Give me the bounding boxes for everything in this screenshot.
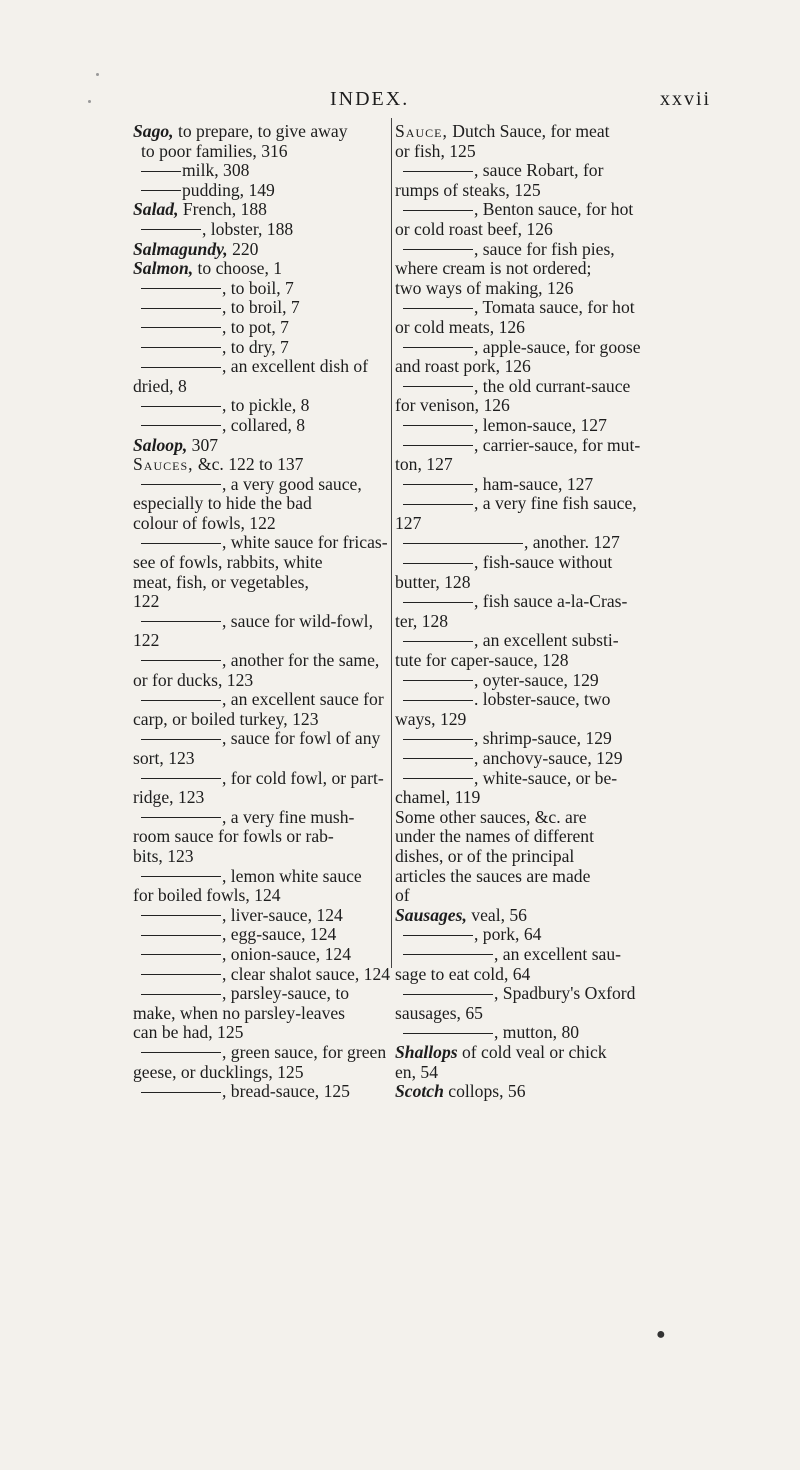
index-entry-line	[395, 455, 660, 475]
ditto-dash	[141, 367, 221, 368]
entry-text: , onion-sauce, 124	[222, 943, 351, 964]
entry-text: , to boil, 7	[222, 277, 294, 298]
entry-text: , lemon-sauce, 127	[474, 414, 607, 435]
index-entry-line	[395, 475, 660, 495]
ditto-dash	[403, 641, 473, 642]
index-entry-line	[395, 122, 660, 142]
entry-text: 127	[395, 512, 422, 533]
paper-speck	[88, 100, 91, 103]
entry-text: to choose, 1	[193, 258, 283, 279]
entry-text: , fish-sauce without	[474, 552, 613, 573]
entry-text: , Benton sauce, for hot	[474, 199, 634, 220]
ditto-dash	[403, 935, 473, 936]
index-entry-line	[395, 161, 660, 181]
index-entry-line	[133, 220, 383, 240]
index-entry-line	[395, 181, 660, 201]
right-column	[395, 122, 660, 1102]
index-entry-line	[395, 847, 660, 867]
index-entry-line	[395, 298, 660, 318]
entry-text: , anchovy-sauce, 129	[474, 748, 623, 768]
index-entry-line	[133, 886, 383, 906]
index-entry-line	[133, 455, 383, 475]
index-entry-line	[395, 396, 660, 416]
entry-text: , a very fine mush-	[222, 806, 355, 827]
ditto-dash	[141, 171, 181, 172]
entry-text: or for ducks, 123	[133, 669, 254, 690]
ink-blot: ●	[656, 1326, 666, 1343]
ditto-dash	[141, 543, 221, 544]
column-divider	[391, 118, 392, 968]
page-number: xxvii	[660, 88, 712, 110]
index-entry-line	[395, 690, 660, 710]
index-entry-line	[395, 906, 660, 926]
index-entry-line	[395, 553, 660, 573]
entry-headword: Salmon,	[133, 258, 194, 279]
index-entry-line	[395, 867, 660, 887]
index-entry-line	[395, 142, 660, 162]
index-entry-line	[133, 494, 383, 514]
ditto-dash	[141, 406, 221, 407]
index-entry-line	[395, 631, 660, 651]
index-entry-line	[133, 181, 383, 201]
entry-text: see of fowls, rabbits, white	[133, 552, 323, 573]
index-entry-line	[133, 240, 383, 260]
index-entry-line	[395, 788, 660, 808]
entry-text: 220	[227, 238, 259, 259]
ditto-dash	[141, 954, 221, 955]
index-entry-line	[133, 612, 383, 632]
entry-text: articles the sauces are made	[395, 865, 591, 886]
entry-text: , fish sauce a-la-Cras-	[474, 591, 628, 612]
index-entry-line	[133, 945, 383, 965]
index-entry-line	[133, 259, 383, 279]
ditto-dash	[141, 1052, 221, 1053]
index-entry-line	[133, 357, 383, 377]
index-entry-line	[133, 925, 383, 945]
entry-text: pudding, 149	[182, 179, 275, 200]
entry-text: &c. 122 to 137	[193, 454, 304, 475]
index-entry-line	[395, 514, 660, 534]
index-entry-line	[395, 769, 660, 789]
entry-text: , egg-sauce, 124	[222, 924, 337, 945]
ditto-dash	[403, 347, 473, 348]
ditto-dash	[141, 935, 221, 936]
left-column	[133, 121, 391, 1102]
entry-text: , shrimp-sauce, 129	[474, 728, 612, 749]
entry-text: sort, 123	[133, 748, 195, 768]
entry-text: to poor families, 316	[141, 140, 288, 161]
entry-text: dishes, or of the principal	[395, 845, 575, 866]
ditto-dash	[403, 445, 473, 446]
ditto-dash	[403, 210, 473, 211]
entry-text: 122	[133, 630, 160, 651]
entry-text: especially to hide the bad	[133, 493, 312, 514]
entry-text: Dutch Sauce, for meat	[447, 121, 610, 141]
entry-text: , oyter-sauce, 129	[474, 669, 599, 690]
entry-text: ways, 129	[395, 708, 467, 729]
ditto-dash	[403, 602, 473, 603]
entry-text: , to dry, 7	[222, 336, 289, 357]
entry-text: , another. 127	[524, 532, 620, 553]
entry-text: , to pickle, 8	[222, 395, 310, 416]
entry-text: , an excellent sauce for	[222, 689, 384, 710]
ditto-dash	[403, 739, 473, 740]
index-entry-line	[395, 436, 660, 456]
index-entry-line	[133, 279, 383, 299]
index-entry-line	[133, 749, 383, 769]
index-entry-line	[133, 906, 383, 926]
index-entry-line	[133, 200, 383, 220]
entry-text: , white sauce for fricas-	[222, 532, 388, 553]
entry-headword: Sago,	[133, 121, 174, 141]
entry-text: , liver-sauce, 124	[222, 904, 343, 925]
entry-text: , another for the same,	[222, 650, 380, 671]
entry-text: of cold veal or chick	[457, 1041, 607, 1062]
ditto-dash	[403, 563, 473, 564]
index-entry-line	[395, 729, 660, 749]
entry-text: Some other sauces, &c. are	[395, 806, 587, 827]
entry-text: sausages, 65	[395, 1002, 483, 1023]
entry-text: or fish, 125	[395, 140, 476, 161]
entry-text: , green sauce, for green	[222, 1041, 387, 1062]
index-entry-line	[395, 984, 660, 1004]
ditto-dash	[403, 778, 473, 779]
entry-text: collops, 56	[443, 1081, 526, 1102]
ditto-dash	[141, 1092, 221, 1093]
ditto-dash	[403, 386, 473, 387]
entry-headword: Sauces,	[133, 454, 194, 475]
ditto-dash	[403, 680, 473, 681]
index-entry-line	[395, 945, 660, 965]
ditto-dash	[141, 190, 181, 191]
ditto-dash	[141, 817, 221, 818]
ditto-dash	[141, 484, 221, 485]
entry-text: , parsley-sauce, to	[222, 983, 350, 1004]
ditto-dash	[141, 327, 221, 328]
page-header	[0, 88, 800, 118]
ditto-dash	[403, 484, 473, 485]
index-entry-line	[133, 963, 391, 985]
entry-text: en, 54	[395, 1061, 438, 1082]
entry-text: colour of fowls, 122	[133, 512, 276, 533]
entry-text: , ham-sauce, 127	[474, 473, 594, 494]
index-entry-line	[133, 436, 383, 456]
index-entry-line	[133, 532, 388, 553]
index-entry-line	[395, 749, 660, 769]
entry-headword: Shallops	[395, 1041, 458, 1062]
index-entry-line	[395, 357, 660, 377]
entry-text: , carrier-sauce, for mut-	[474, 434, 641, 455]
index-entry-line	[133, 573, 383, 593]
entry-text: , sauce for fish pies,	[474, 238, 615, 259]
entry-text: , an excellent sau-	[494, 943, 622, 964]
ditto-dash	[403, 543, 523, 544]
index-entry-line	[133, 671, 383, 691]
entry-text: carp, or boiled turkey, 123	[133, 708, 319, 729]
entry-text: , bread-sauce, 125	[222, 1081, 350, 1102]
entry-headword: Salmagundy,	[133, 238, 228, 259]
ditto-dash	[141, 425, 221, 426]
ditto-dash	[141, 288, 221, 289]
index-entry-line	[133, 338, 383, 358]
index-entry-line	[133, 592, 383, 612]
index-entry-line	[133, 298, 383, 318]
entry-text: , to pot, 7	[222, 316, 289, 337]
entry-text: or cold roast beef, 126	[395, 218, 553, 239]
ditto-dash	[141, 700, 221, 701]
ditto-dash	[141, 621, 221, 622]
index-entry-line	[133, 827, 383, 847]
ditto-dash	[141, 876, 221, 877]
ditto-dash	[141, 994, 221, 995]
index-entry-line	[395, 318, 660, 338]
entry-text: , pork, 64	[474, 924, 542, 945]
index-entry-line	[395, 240, 660, 260]
index-entry-line	[395, 925, 660, 945]
index-entry-line	[395, 1063, 660, 1083]
index-entry-line	[133, 729, 383, 749]
ditto-dash	[403, 504, 473, 505]
index-entry-line	[133, 1023, 383, 1043]
entry-text: room sauce for fowls or rab-	[133, 826, 334, 847]
entry-text: 307	[187, 434, 219, 455]
index-entry-line	[133, 808, 383, 828]
index-entry-line	[133, 631, 383, 651]
entry-text: meat, fish, or vegetables,	[133, 571, 309, 592]
entry-text: , apple-sauce, for goose	[474, 336, 641, 357]
index-entry-line	[133, 475, 383, 495]
ditto-dash	[141, 915, 221, 916]
entry-text: , sauce for wild-fowl,	[222, 610, 373, 631]
ditto-dash	[141, 739, 221, 740]
index-entry-line	[395, 279, 660, 299]
entry-text: rumps of steaks, 125	[395, 179, 541, 200]
index-entry-line	[395, 220, 660, 240]
ditto-dash	[403, 171, 473, 172]
entry-text: make, when no parsley-leaves	[133, 1002, 346, 1023]
index-entry-line	[395, 1043, 660, 1063]
entry-text: . lobster-sauce, two	[474, 689, 611, 710]
ditto-dash	[141, 778, 221, 779]
entry-text: dried, 8	[133, 375, 187, 396]
ditto-dash	[403, 308, 473, 309]
entry-text: French, 188	[178, 199, 267, 220]
entry-text: 122	[133, 591, 160, 612]
ditto-dash	[141, 308, 221, 309]
index-entry-line	[395, 573, 660, 593]
entry-text: sage to eat cold, 64	[395, 963, 531, 984]
index-entry-line	[395, 494, 660, 514]
index-entry-line	[133, 984, 383, 1004]
index-entry-line	[395, 200, 660, 220]
entry-headword: Sauce,	[395, 121, 448, 141]
entry-text: can be had, 125	[133, 1022, 244, 1043]
index-entry-line	[395, 1082, 660, 1102]
entry-text: , to broil, 7	[222, 297, 300, 318]
entry-text: , Spadbury's Oxford	[494, 983, 636, 1004]
entry-text: ridge, 123	[133, 787, 205, 808]
index-entry-line	[395, 416, 660, 436]
index-entry-line	[133, 396, 383, 416]
entry-text: , white-sauce, or be-	[474, 767, 618, 788]
entry-text: , mutton, 80	[494, 1022, 580, 1043]
index-entry-line	[133, 142, 383, 162]
index-entry-line	[395, 377, 660, 397]
index-entry-line	[133, 651, 383, 671]
index-entry-line	[133, 690, 383, 710]
entry-text: , Tomata sauce, for hot	[474, 297, 635, 318]
entry-text: veal, 56	[466, 904, 527, 925]
entry-headword: Saloop,	[133, 434, 188, 455]
index-entry-line	[395, 533, 660, 553]
index-entry-line	[133, 867, 383, 887]
entry-text: under the names of different	[395, 826, 594, 847]
entry-text: , a very good sauce,	[222, 473, 362, 494]
index-entry-line	[395, 827, 660, 847]
index-entry-line	[395, 886, 660, 906]
entry-text: , lemon white sauce	[222, 865, 362, 886]
index-entry-line	[395, 612, 660, 632]
entry-text: two ways of making, 126	[395, 277, 574, 298]
entry-text: ton, 127	[395, 454, 453, 475]
ditto-dash	[403, 425, 473, 426]
index-entry-line	[133, 710, 383, 730]
entry-text: or cold meats, 126	[395, 316, 525, 337]
entry-text: where cream is not ordered;	[395, 258, 592, 279]
index-entry-line	[133, 377, 383, 397]
entry-text: chamel, 119	[395, 787, 481, 808]
index-entry-line	[133, 1004, 383, 1024]
index-entry-line	[395, 651, 660, 671]
entry-text: to prepare, to give away	[173, 121, 348, 141]
entry-text: tute for caper-sauce, 128	[395, 650, 569, 671]
index-entry-line	[395, 1004, 660, 1024]
ditto-dash	[403, 954, 493, 955]
ditto-dash	[403, 700, 473, 701]
ditto-dash	[403, 249, 473, 250]
index-entry-line	[395, 592, 660, 612]
entry-text: for venison, 126	[395, 395, 510, 416]
index-entry-line	[133, 1082, 383, 1102]
entry-headword: Sausages,	[395, 904, 467, 925]
entry-text: , lobster, 188	[202, 218, 294, 239]
entry-text: , an excellent substi-	[474, 630, 619, 651]
ditto-dash	[403, 994, 493, 995]
paper-speck	[96, 73, 99, 76]
entry-text: and roast pork, 126	[395, 356, 531, 377]
entry-headword: Scotch	[395, 1081, 444, 1102]
index-entry-line	[133, 318, 383, 338]
entry-text: ter, 128	[395, 610, 449, 631]
entry-text: , for cold fowl, or part-	[222, 767, 384, 788]
index-entry-line	[133, 1041, 387, 1063]
index-entry-line	[395, 710, 660, 730]
entry-text: , clear shalot sauce, 124	[222, 963, 391, 984]
index-entry-line	[395, 338, 660, 358]
ditto-dash	[403, 1033, 493, 1034]
entry-text: of	[395, 885, 410, 906]
index-entry-line	[133, 416, 383, 436]
entry-headword: Salad,	[133, 199, 179, 220]
ditto-dash	[141, 974, 221, 975]
entry-text: , sauce for fowl of any	[222, 728, 381, 749]
index-entry-line	[133, 769, 383, 789]
index-entry-line	[133, 122, 383, 142]
entry-text: butter, 128	[395, 571, 471, 592]
ditto-dash	[141, 229, 201, 230]
entry-text: , a very fine fish sauce,	[474, 493, 637, 514]
entry-text: geese, or ducklings, 125	[133, 1061, 304, 1082]
index-entry-line	[395, 965, 660, 985]
entry-text: for boiled fowls, 124	[133, 885, 281, 906]
index-entry-line	[133, 788, 383, 808]
entry-text: , sauce Robart, for	[474, 160, 604, 181]
index-entry-line	[133, 1063, 383, 1083]
index-entry-line	[133, 847, 383, 867]
index-entry-line	[133, 514, 383, 534]
index-entry-line	[395, 808, 660, 828]
index-entry-line	[395, 1023, 660, 1043]
entry-text: , collared, 8	[222, 414, 306, 435]
entry-text: , an excellent dish of	[222, 356, 369, 377]
ditto-dash	[141, 347, 221, 348]
index-entry-line	[133, 553, 383, 573]
ditto-dash	[141, 660, 221, 661]
page-title: INDEX.	[330, 88, 410, 110]
ditto-dash	[403, 758, 473, 759]
entry-text: , the old currant-sauce	[474, 375, 631, 396]
entry-text: bits, 123	[133, 845, 194, 866]
index-entry-line	[395, 671, 660, 691]
index-entry-line	[395, 259, 660, 279]
entry-text: milk, 308	[182, 160, 250, 181]
index-entry-line	[133, 161, 383, 181]
